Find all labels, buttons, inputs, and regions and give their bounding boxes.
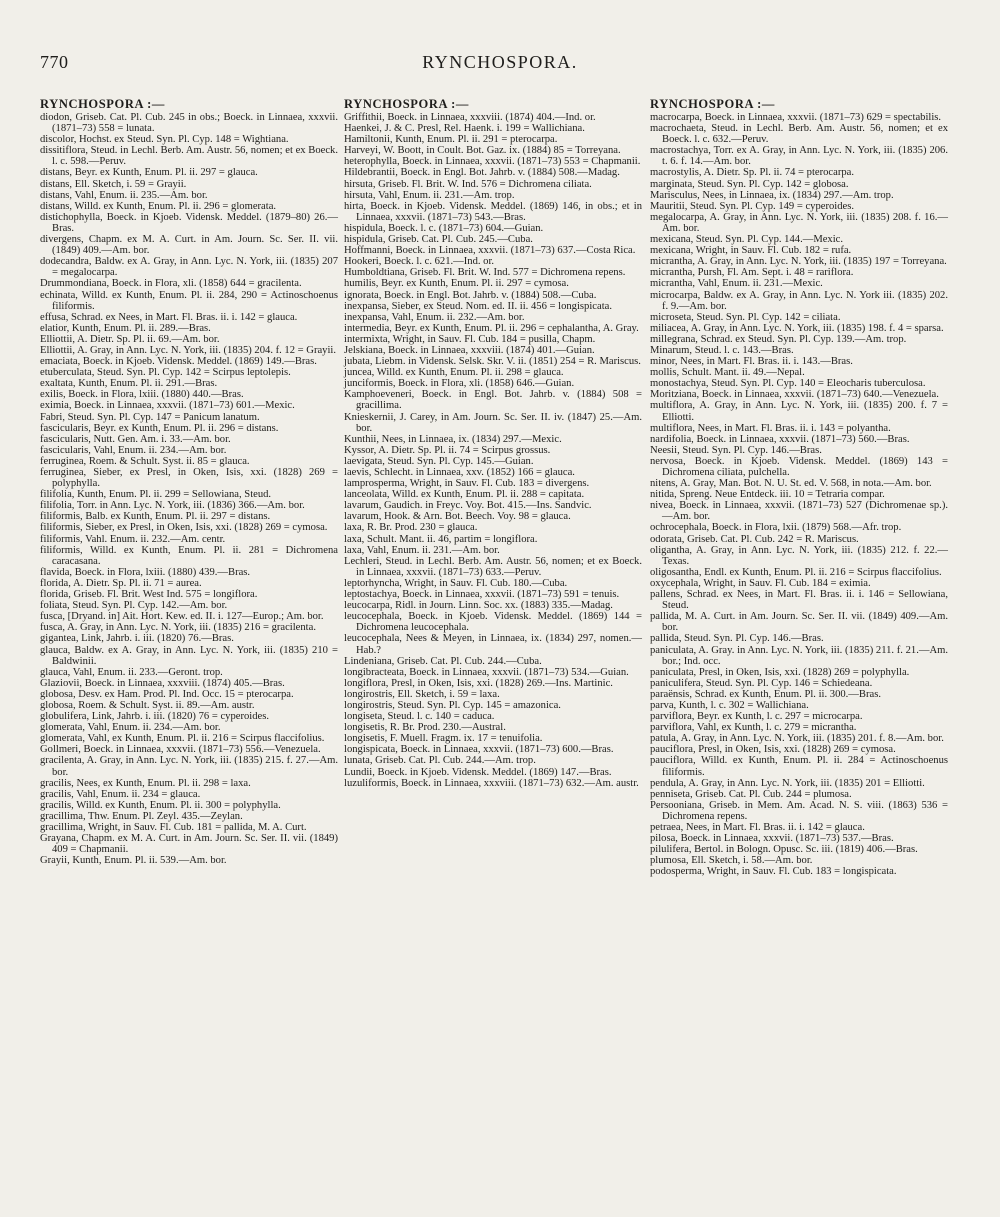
entry: leucocephala, Boeck. in Kjoeb. Vidensk. Meddel. (1869) 144 = Dichromena leucocephala. <box>344 611 642 634</box>
entry: mollis, Schult. Mant. ii. 49.—Nepal. <box>650 367 805 379</box>
entry: millegrana, Schrad. ex Steud. Syn. Pl. Cyp. 139.—Am. trop. <box>650 333 907 345</box>
entry: inexpansa, Sieber, ex Steud. Nom. ed. II. ii. 456 = longispicata. <box>344 300 612 312</box>
entry: Gollmeri, Boeck. in Linnaea, xxxvii. (1871–73) 556.—Venezuela. <box>40 744 321 756</box>
entry: Lundii, Boeck. in Kjoeb. Vidensk. Meddel. (1869) 147.—Bras. <box>344 766 612 778</box>
entry: laevigata, Steud. Syn. Pl. Cyp. 145.—Guian. <box>344 455 534 467</box>
entry: lunata, Griseb. Cat. Pl. Cub. 244.—Am. trop. <box>344 755 536 767</box>
entry: fascicularis, Nutt. Gen. Am. i. 33.—Am. bor. <box>40 433 231 445</box>
entry: Kamphoeveneri, Boeck. in Engl. Bot. Jahrb. v. (1884) 508 = gracillima. <box>344 389 642 412</box>
entry: paniculata, Presl, in Oken, Isis, xxi. (1828) 269 = polyphylla. <box>650 666 910 678</box>
entry: leptostachya, Boeck. in Linnaea, xxxvii. (1871–73) 591 = tenuis. <box>344 589 620 601</box>
entry: filiformis, Sieber, ex Presl, in Oken, Isis, xxi. (1828) 269 = cymosa. <box>40 522 328 534</box>
entry: nervosa, Boeck. in Kjoeb. Vidensk. Meddel. (1869) 143 = Dichromena ciliata, pulchella. <box>650 455 948 478</box>
entry: leucocephala, Nees & Meyen, in Linnaea, ix. (1834) 297, nomen.—Hab.? <box>344 633 642 656</box>
entry: glauca, Baldw. ex A. Gray, in Ann. Lyc. N. York, iii. (1835) 210 = Baldwinii. <box>40 644 338 667</box>
entry: Knieskernii, J. Carey, in Am. Journ. Sc. Ser. II. iv. (1847) 25.—Am. bor. <box>344 411 642 434</box>
entry: gracilis, Nees, ex Kunth, Enum. Pl. ii. 298 = laxa. <box>40 777 251 789</box>
entry: pallens, Schrad. ex Nees, in Mart. Fl. Bras. ii. i. 146 = Sellowiana, Steud. <box>650 589 948 612</box>
entry: Kyssor, A. Dietr. Sp. Pl. ii. 74 = Scirpus grossus. <box>344 444 551 456</box>
entry: humilis, Beyr. ex Kunth, Enum. Pl. ii. 297 = cymosa. <box>344 278 569 290</box>
entry: distans, Beyr. ex Kunth, Enum. Pl. ii. 297 = glauca. <box>40 167 258 179</box>
entry: longisetis, R. Br. Prod. 230.—Austral. <box>344 722 506 734</box>
running-head: RYNCHOSPORA. <box>422 52 578 72</box>
entry: oxycephala, Wright, in Sauv. Fl. Cub. 184 = eximia. <box>650 577 871 589</box>
entry: Grayii, Kunth, Enum. Pl. ii. 539.—Am. bor. <box>40 855 227 867</box>
entry: leptorhyncha, Wright, in Sauv. Fl. Cub. 180.—Cuba. <box>344 577 568 589</box>
entry: macrochaeta, Steud. in Lechl. Berb. Am. Austr. 56, nomen; et ex Boeck. l. c. 632.—Peruv. <box>650 123 948 146</box>
entry: longisetis, F. Muell. Fragm. ix. 17 = tenuifolia. <box>344 733 543 745</box>
entry: florida, Griseb. Fl. Brit. West Ind. 575 = longiflora. <box>40 589 258 601</box>
entry: intermixta, Wright, in Sauv. Fl. Cub. 184 = pusilla, Chapm. <box>344 333 596 345</box>
entry: pauciflora, Presl, in Oken, Isis, xxi. (1828) 269 = cymosa. <box>650 744 896 756</box>
entry: gigantea, Link, Jahrb. i. iii. (1820) 76.—Bras. <box>40 633 234 645</box>
entry: Elliottii, A. Gray, in Ann. Lyc. N. York, iii. (1835) 204. f. 12 = Grayii. <box>40 344 337 356</box>
entry: paniculifera, Steud. Syn. Pl. Cyp. 146 = Schiedeana. <box>650 677 873 689</box>
entry: jubata, Liebm. in Vidensk. Selsk. Skr. V. ii. (1851) 254 = R. Mariscus. <box>344 356 641 368</box>
entry: Humboldtiana, Griseb. Fl. Brit. W. Ind. 577 = Dichromena repens. <box>344 267 626 279</box>
entry: ferruginea, Sieber, ex Presl, in Oken, Isis, xxi. (1828) 269 = polyphylla. <box>40 467 338 490</box>
entry: distichophylla, Boeck. in Kjoeb. Vidensk. Meddel. (1879–80) 26.—Bras. <box>40 211 338 234</box>
entry: laxa, R. Br. Prod. 230 = glauca. <box>344 522 478 534</box>
entry: fusca, A. Gray, in Ann. Lyc. N. York, iii. (1835) 216 = gracilenta. <box>40 622 316 634</box>
entry: pallida, M. A. Curt. in Am. Journ. Sc. Ser. II. vii. (1849) 409.—Am. bor. <box>650 611 948 634</box>
entry: pauciflora, Willd. ex Kunth, Enum. Pl. ii. 284 = Actinoschoenus filiformis. <box>650 755 948 778</box>
entry: longiflora, Presl, in Oken, Isis, xxi. (1828) 269.—Ins. Martinic. <box>344 677 613 689</box>
entry: mexicana, Steud. Syn. Pl. Cyp. 144.—Mexic. <box>650 234 844 246</box>
entry: paraënsis, Schrad. ex Kunth, Enum. Pl. ii. 300.—Bras. <box>650 688 881 700</box>
entry: Harveyi, W. Boott, in Coult. Bot. Gaz. ix. (1884) 85 = Torreyana. <box>344 145 621 157</box>
column-2 <box>344 98 642 789</box>
entry: fascicularis, Beyr. ex Kunth, Enum. Pl. ii. 296 = distans. <box>40 422 279 434</box>
entry: divergens, Chapm. ex M. A. Curt. in Am. Journ. Sc. Ser. II. vii. (1849) 409.—Am. bor. <box>40 234 338 257</box>
entry: Mauritii, Steud. Syn. Pl. Cyp. 149 = cyperoides. <box>650 200 855 212</box>
entry: nitens, A. Gray, Man. Bot. N. U. St. ed. V. 568, in nota.—Am. bor. <box>650 478 932 490</box>
entry: Moritziana, Boeck. in Linnaea, xxxvii. (1871–73) 640.—Venezuela. <box>650 389 939 401</box>
entry: etuberculata, Steud. Syn. Pl. Cyp. 142 = Scirpus leptolepis. <box>40 367 291 379</box>
entry: luzuliformis, Boeck. in Linnaea, xxxviii. (1871–73) 632.—Am. austr. <box>344 777 639 789</box>
entry: longirostris, Ell. Sketch, i. 59 = laxa. <box>344 688 500 700</box>
entry: hirta, Boeck. in Kjoeb. Vidensk. Meddel. (1869) 146, in obs.; et in Linnaea, xxxvii. (1871–73) 543.—Bras. <box>344 200 642 223</box>
entry: filiformis, Willd. ex Kunth, Enum. Pl. ii. 281 = Dichromena caracasana. <box>40 544 338 567</box>
entry: globosa, Desv. ex Ham. Prod. Pl. Ind. Occ. 15 = pterocarpa. <box>40 688 294 700</box>
entry: Grayana, Chapm. ex M. A. Curt. in Am. Journ. Sc. Ser. II. vii. (1849) 409 = Chapmanii. <box>40 833 338 856</box>
entry: emaciata, Boeck. in Kjoeb. Vidensk. Meddel. (1869) 149.—Bras. <box>40 356 317 368</box>
entry: microcarpa, Baldw. ex A. Gray, in Ann. Lyc. N. York iii. (1835) 202. f. 9.—Am. bor. <box>650 289 948 312</box>
entry: intermedia, Beyr. ex Kunth, Enum. Pl. ii. 296 = cephalantha, A. Gray. <box>344 322 639 334</box>
entry: Kunthii, Nees, in Linnaea, ix. (1834) 297.—Mexic. <box>344 433 562 445</box>
entry: marginata, Steud. Syn. Pl. Cyp. 142 = globosa. <box>650 178 849 190</box>
column-heading: RYNCHOSPORA :— <box>40 97 165 111</box>
entry: flavida, Boeck. in Flora, lxiii. (1880) 439.—Bras. <box>40 566 251 578</box>
entry: megalocarpa, A. Gray, in Ann. Lyc. N. York, iii. (1835) 208. f. 16.—Am. bor. <box>650 211 948 234</box>
entry: effusa, Schrad. ex Nees, in Mart. Fl. Bras. ii. i. 142 = glauca. <box>40 311 298 323</box>
entry: macrostachya, Torr. ex A. Gray, in Ann. Lyc. N. York, iii. (1835) 206. t. 6. f. 14.—Am. bor. <box>650 145 948 168</box>
entry: laevis, Schlecht. in Linnaea, xxv. (1852) 166 = glauca. <box>344 467 575 478</box>
entry: pallida, Steud. Syn. Pl. Cyp. 146.—Bras. <box>650 633 824 645</box>
entry: longirostris, Steud. Syn. Pl. Cyp. 145 = amazonica. <box>344 699 561 711</box>
entry: oligosantha, Endl. ex Kunth, Enum. Pl. ii. 216 = Scirpus flaccifolius. <box>650 566 942 578</box>
entry: gracilenta, A. Gray, in Ann. Lyc. N. York, iii. (1835) 215. f. 27.—Am. bor. <box>40 755 338 778</box>
entry: fusca, [Dryand. in] Ait. Hort. Kew. ed. II. i. 127—Europ.; Am. bor. <box>40 611 324 623</box>
entry: hirsuta, Vahl, Enum. ii. 231.—Am. trop. <box>344 189 515 201</box>
entry: glauca, Vahl, Enum. ii. 233.—Geront. trop. <box>40 666 223 678</box>
entry: filifolia, Torr. in Ann. Lyc. N. York, iii. (1836) 366.—Am. bor. <box>40 500 305 512</box>
entry: Minarum, Steud. l. c. 143.—Bras. <box>650 344 794 356</box>
entry: Lindeniana, Griseb. Cat. Pl. Cub. 244.—Cuba. <box>344 655 542 667</box>
entry: gracilis, Vahl, Enum. ii. 234 = glauca. <box>40 788 201 800</box>
entry: Hookeri, Boeck. l. c. 621.—Ind. or. <box>344 256 495 268</box>
entry: lavarum, Hook. & Arn. Bot. Beech. Voy. 98 = glauca. <box>344 511 571 523</box>
entry: laxa, Schult. Mant. ii. 46, partim = longiflora. <box>344 533 538 545</box>
entry: foliata, Steud. Syn. Pl. Cyp. 142.—Am. bor. <box>40 600 228 612</box>
entry: Elliottii, A. Dietr. Sp. Pl. ii. 69.—Am. bor. <box>40 333 220 345</box>
entry: distans, Willd. ex Kunth, Enum. Pl. ii. 296 = glomerata. <box>40 200 277 212</box>
entry: pendula, A. Gray, in Ann. Lyc. N. York, iii. (1835) 201 = Elliotti. <box>650 777 925 789</box>
entry: ferruginea, Roem. & Schult. Syst. ii. 85 = glauca. <box>40 455 250 467</box>
entry: Neesii, Steud. Syn. Pl. Cyp. 146.—Bras. <box>650 444 822 456</box>
entry: dodecandra, Baldw. ex A. Gray, in Ann. Lyc. N. York, iii. (1835) 207 = megalocarpa. <box>40 256 338 279</box>
entry: Marisculus, Nees, in Linnaea, ix. (1834) 297.—Am. trop. <box>650 189 894 201</box>
entry: gracillima, Wright, in Sauv. Fl. Cub. 181 = pallida, M. A. Curt. <box>40 822 307 833</box>
entry: juncea, Willd. ex Kunth, Enum. Pl. ii. 298 = glauca. <box>344 367 564 379</box>
entry: glomerata, Vahl, ex Kunth, Enum. Pl. ii. 216 = Scirpus flaccifolius. <box>40 733 325 745</box>
entry: monostachya, Steud. Syn. Pl. Cyp. 140 = Eleocharis tuberculosa. <box>650 378 926 390</box>
page-number: 770 <box>40 52 69 72</box>
entry: minor, Nees, in Mart. Fl. Bras. ii. i. 143.—Bras. <box>650 356 853 368</box>
entry: leucocarpa, Ridl. in Journ. Linn. Soc. xx. (1883) 335.—Madag. <box>344 600 613 612</box>
entry-list <box>40 112 338 866</box>
entry: dissitiflora, Steud. in Lechl. Berb. Am. Austr. 56, nomen; et ex Boeck. l. c. 598.—Peruv. <box>40 145 338 168</box>
entry: filiformis, Balb. ex Kunth, Enum. Pl. ii. 297 = distans. <box>40 511 271 523</box>
entry: florida, A. Dietr. Sp. Pl. ii. 71 = aurea. <box>40 577 202 589</box>
entry: echinata, Willd. ex Kunth, Enum. Pl. ii. 284, 290 = Actinoschoenus filiformis. <box>40 289 338 312</box>
entry: laxa, Vahl, Enum. ii. 231.—Am. bor. <box>344 544 500 556</box>
entry: diodon, Griseb. Cat. Pl. Cub. 245 in obs.; Boeck. in Linnaea, xxxvii. (1871–73) 558 = lunata. <box>40 112 338 135</box>
entry: eximia, Boeck. in Linnaea, xxxvii. (1871–73) 601.—Mexic. <box>40 400 295 412</box>
entry: junciformis, Boeck. in Flora, xli. (1858) 646.—Guian. <box>344 378 575 390</box>
entry: multiflora, Nees, in Mart. Fl. Bras. ii. i. 143 = polyantha. <box>650 422 891 434</box>
entry: Fabri, Steud. Syn. Pl. Cyp. 147 = Panicum lanatum. <box>40 411 260 423</box>
column-3 <box>650 98 948 877</box>
entry-list <box>650 112 948 877</box>
entry: podosperma, Wright, in Sauv. Fl. Cub. 183 = longispicata. <box>650 866 897 878</box>
entry: gracilis, Willd. ex Kunth, Enum. Pl. ii. 300 = polyphylla. <box>40 799 281 811</box>
entry: miliacea, A. Gray, in Ann. Lyc. N. York, iii. (1835) 198. f. 4 = sparsa. <box>650 322 944 334</box>
entry: discolor, Hochst. ex Steud. Syn. Pl. Cyp. 148 = Wightiana. <box>40 134 289 146</box>
entry: paniculata, A. Gray. in Ann. Lyc. N. York, iii. (1835) 211. f. 21.—Am. bor.; Ind. occ. <box>650 644 948 667</box>
entry: microseta, Steud. Syn. Pl. Cyp. 142 = ciliata. <box>650 311 841 323</box>
entry: globulifera, Link, Jahrb. i. iii. (1820) 76 = cyperoides. <box>40 711 269 723</box>
entry: hirsuta, Griseb. Fl. Brit. W. Ind. 576 = Dichromena ciliata. <box>344 178 592 190</box>
entry: parviflora, Beyr. ex Kunth, l. c. 297 = microcarpa. <box>650 711 863 723</box>
entry: Lechleri, Steud. in Lechl. Berb. Am. Austr. 56, nomen; et ex Boeck. in Linnaea, xxxvii. (1871–73) 633.—Peruv. <box>344 555 642 578</box>
entry: nitida, Spreng. Neue Entdeck. iii. 10 = Tetraria compar. <box>650 489 885 501</box>
entry: Persooniana, Griseb. in Mem. Am. Acad. N. S. viii. (1863) 536 = Dichromena repens. <box>650 799 948 822</box>
entry: longibracteata, Boeck. in Linnaea, xxxvii. (1871–73) 534.—Guian. <box>344 666 629 678</box>
entry: mexicana, Wright, in Sauv. Fl. Cub. 182 = rufa. <box>650 245 852 257</box>
entry: nivea, Boeck. in Linnaea, xxxvii. (1871–73) 527 (Dichromenae sp.).—Am. bor. <box>650 500 948 523</box>
entry: micrantha, A. Gray, in Ann. Lyc. N. York, iii. (1835) 197 = Torreyana. <box>650 256 947 268</box>
entry: Glaziovii, Boeck. in Linnaea, xxxviii. (1874) 405.—Bras. <box>40 677 285 689</box>
entry: hispidula, Boeck. l. c. (1871–73) 604.—Guian. <box>344 222 544 234</box>
entry: pilosa, Boeck. in Linnaea, xxxvii. (1871–73) 537.—Bras. <box>650 833 894 845</box>
entry: filiformis, Vahl. Enum. ii. 232.—Am. centr. <box>40 533 226 545</box>
entry: Haenkei, J. & C. Presl, Rel. Haenk. i. 199 = Wallichiana. <box>344 123 585 135</box>
entry: penniseta, Griseb. Cat. Pl. Cub. 244 = plumosa. <box>650 788 852 800</box>
entry: plumosa, Ell. Sketch, i. 58.—Am. bor. <box>650 855 813 867</box>
entry: macrostylis, A. Dietr. Sp. Pl. ii. 74 = pterocarpa. <box>650 167 854 179</box>
entry: micrantha, Pursh, Fl. Am. Sept. i. 48 = rariflora. <box>650 267 854 279</box>
column-heading: RYNCHOSPORA :— <box>650 97 775 111</box>
entry: micrantha, Vahl, Enum. ii. 231.—Mexic. <box>650 278 823 290</box>
entry: petraea, Nees, in Mart. Fl. Bras. ii. i. 142 = glauca. <box>650 822 865 833</box>
entry: lavarum, Gaudich. in Freyc. Voy. Bot. 415.—Ins. Sandvic. <box>344 500 592 512</box>
entry: elatior, Kunth, Enum. Pl. ii. 289.—Bras. <box>40 322 211 334</box>
entry: Griffithii, Boeck. in Linnaea, xxxviii. (1874) 404.—Ind. or. <box>344 112 596 123</box>
entry-list <box>344 112 642 789</box>
entry: Hoffmanni, Boeck. in Linnaea, xxxvii. (1871–73) 637.—Costa Rica. <box>344 245 636 257</box>
entry: Hildebrantii, Boeck. in Engl. Bot. Jahrb. v. (1884) 508.—Madag. <box>344 167 620 179</box>
entry: filifolia, Kunth, Enum. Pl. ii. 299 = Sellowiana, Steud. <box>40 489 272 501</box>
entry: Jelskiana, Boeck. in Linnaea, xxxviii. (1874) 401.—Guian. <box>344 344 595 356</box>
entry: lamprosperma, Wright, in Sauv. Fl. Cub. 183 = divergens. <box>344 478 590 490</box>
entry: exaltata, Kunth, Enum. Pl. ii. 291.—Bras. <box>40 378 218 390</box>
entry: parva, Kunth, l. c. 302 = Wallichiana. <box>650 699 809 711</box>
entry: glomerata, Vahl, Enum. ii. 234.—Am. bor. <box>40 722 221 734</box>
entry: parviflora, Vahl, ex Kunth, l. c. 279 = micrantha. <box>650 722 857 734</box>
entry: lanceolata, Willd. ex Kunth, Enum. Pl. ii. 288 = capitata. <box>344 489 585 501</box>
entry: distans, Ell. Sketch, i. 59 = Grayii. <box>40 178 187 190</box>
entry: longispicata, Boeck. in Linnaea, xxxvii. (1871–73) 600.—Bras. <box>344 744 614 756</box>
entry: inexpansa, Vahl, Enum. ii. 232.—Am. bor. <box>344 311 525 323</box>
entry: macrocarpa, Boeck. in Linnaea, xxxvii. (1871–73) 629 = spectabilis. <box>650 112 942 123</box>
entry: pilulifera, Bertol. in Bologn. Opusc. Sc. iii. (1819) 406.—Bras. <box>650 844 918 856</box>
entry: distans, Vahl, Enum. ii. 235.—Am. bor. <box>40 189 208 201</box>
entry: oligantha, A. Gray, in Ann. Lyc. N. York, iii. (1835) 212. f. 22.—Texas. <box>650 544 948 567</box>
entry: multiflora, A. Gray, in Ann. Lyc. N. York, iii. (1835) 200. f. 7 = Elliotti. <box>650 400 948 423</box>
entry: hispidula, Griseb. Cat. Pl. Cub. 245.—Cuba. <box>344 234 533 246</box>
entry: Drummondiana, Boeck. in Flora, xli. (1858) 644 = gracilenta. <box>40 278 302 290</box>
entry: ignorata, Boeck. in Engl. Bot. Jahrb. v. (1884) 508.—Cuba. <box>344 289 597 301</box>
entry: gracillima, Thw. Enum. Pl. Zeyl. 435.—Zeylan. <box>40 810 243 822</box>
entry: fascicularis, Vahl, Enum. ii. 234.—Am. bor. <box>40 444 227 456</box>
column-heading: RYNCHOSPORA :— <box>344 97 469 111</box>
entry: nardifolia, Boeck. in Linnaea, xxxvii. (1871–73) 560.—Bras. <box>650 433 910 445</box>
entry: patula, A. Gray, in Ann. Lyc. N. York, iii. (1835) 201. f. 8.—Am. bor. <box>650 733 944 745</box>
entry: Hamiltonii, Kunth, Enum. Pl. ii. 291 = pterocarpa. <box>344 134 558 146</box>
entry: odorata, Griseb. Cat. Pl. Cub. 242 = R. Mariscus. <box>650 533 859 545</box>
entry: globosa, Roem. & Schult. Syst. ii. 89.—Am. austr. <box>40 699 255 711</box>
entry: longiseta, Steud. l. c. 140 = caduca. <box>344 711 495 723</box>
column-1 <box>40 98 338 866</box>
entry: heterophylla, Boeck. in Linnaea, xxxvii. (1871–73) 553 = Chapmanii. <box>344 156 641 168</box>
entry: exilis, Boeck. in Flora, lxiii. (1880) 440.—Bras. <box>40 389 244 401</box>
entry: ochrocephala, Boeck. in Flora, lxii. (1879) 568.—Afr. trop. <box>650 522 902 534</box>
